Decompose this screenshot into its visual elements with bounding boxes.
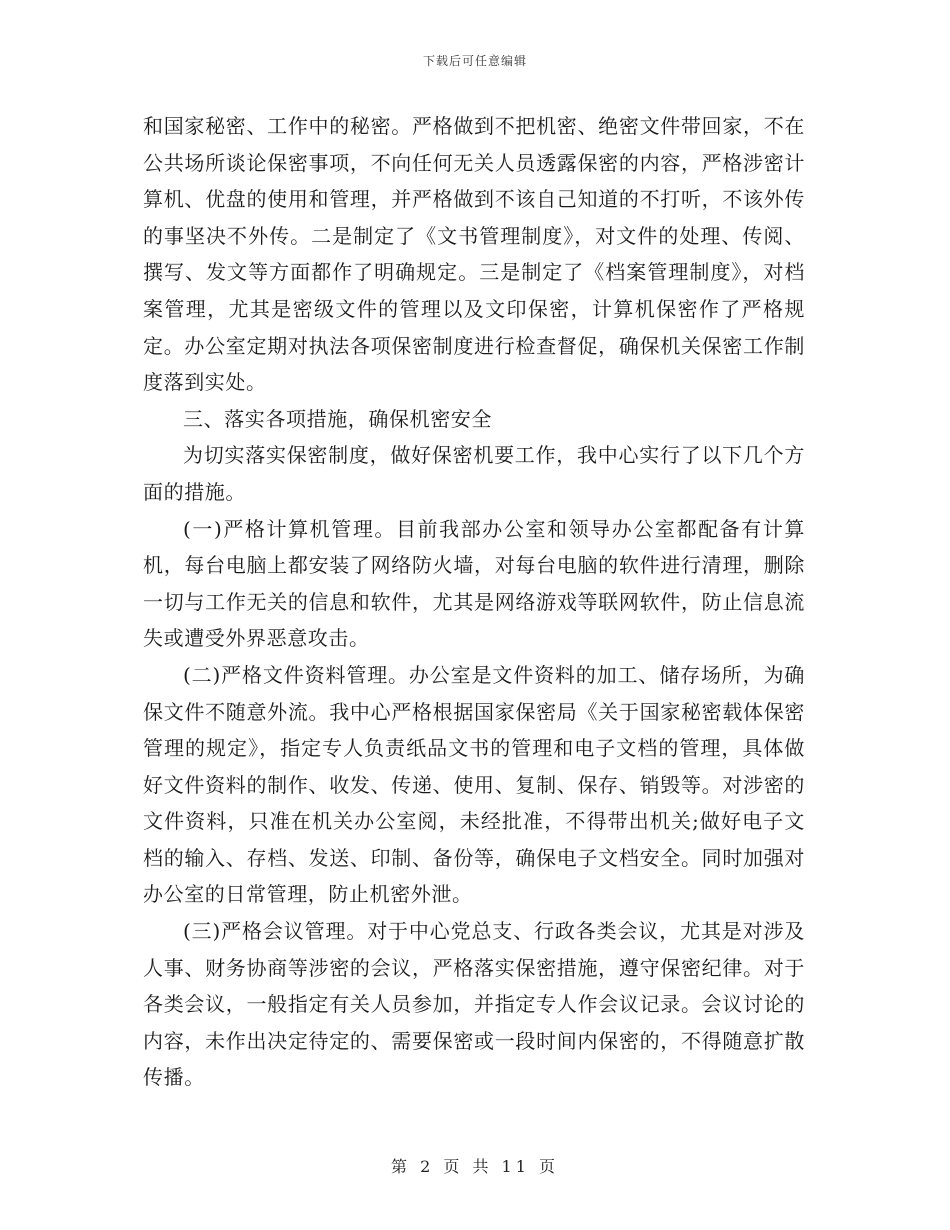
paragraph-computer-management: (一)严格计算机管理。目前我部办公室和领导办公室都配备有计算机，每台电脑上都安装了网络防火墙，对每台电脑的软件进行清理，删除一切与工作无关的信息和软件，尤其是网络游戏等联网软件，防止信息流失或遭受外界恶意攻击。 — [143, 516, 805, 651]
document-body — [143, 108, 805, 1096]
section-heading-security-measures: 三、落实各项措施，确保机密安全 — [183, 406, 492, 431]
paragraph-continued-confidentiality-rules: 和国家秘密、工作中的秘密。严格做到不把机密、绝密文件带回家，不在公共场所谈论保密事项，不向任何无关人员透露保密的内容，严格涉密计算机、优盘的使用和管理，并严格做到不该自己知道的不打听，不该外传的事坚决不外传。二是制定了《文书管理制度》，对文件的处理、传阅、撰写、发文等方面都作了明确规定。三是制定了《档案管理制度》，对档案管理，尤其是密级文件的管理以及文印保密，计算机保密作了严格规定。办公室定期对执法各项保密制度进行检查督促，确保机关保密工作制度落到实处。 — [143, 114, 805, 395]
paragraph-meeting-management: (三)严格会议管理。对于中心党总支、行政各类会议，尤其是对涉及人事、财务协商等涉密的会议，严格落实保密措施，遵守保密纪律。对于各类会议，一般指定有关人员参加，并指定专人作会议记录。会议讨论的内容，未作出决定待定的、需要保密或一段时间内保密的，不得随意扩散传播。 — [143, 919, 805, 1090]
paragraph-document-management: (二)严格文件资料管理。办公室是文件资料的加工、储存场所，为确保文件不随意外流。我中心严格根据国家保密局《关于国家秘密载体保密管理的规定》，指定专人负责纸品文书的管理和电子文档的管理，具体做好文件资料的制作、收发、传递、使用、复制、保存、销毁等。对涉密的文件资料，只准在机关办公室阅，未经批准，不得带出机关;做好电子文档的输入、存档、发送、印制、备份等，确保电子文档安全。同时加强对办公室的日常管理，防止机密外泄。 — [143, 662, 805, 907]
page-number-footer: 第 2 页 共 11 页 — [391, 1157, 559, 1176]
paragraph-measures-intro: 为切实落实保密制度，做好保密机要工作，我中心实行了以下几个方面的措施。 — [143, 443, 805, 504]
page-header: 下载后可任意编辑 — [422, 54, 527, 68]
